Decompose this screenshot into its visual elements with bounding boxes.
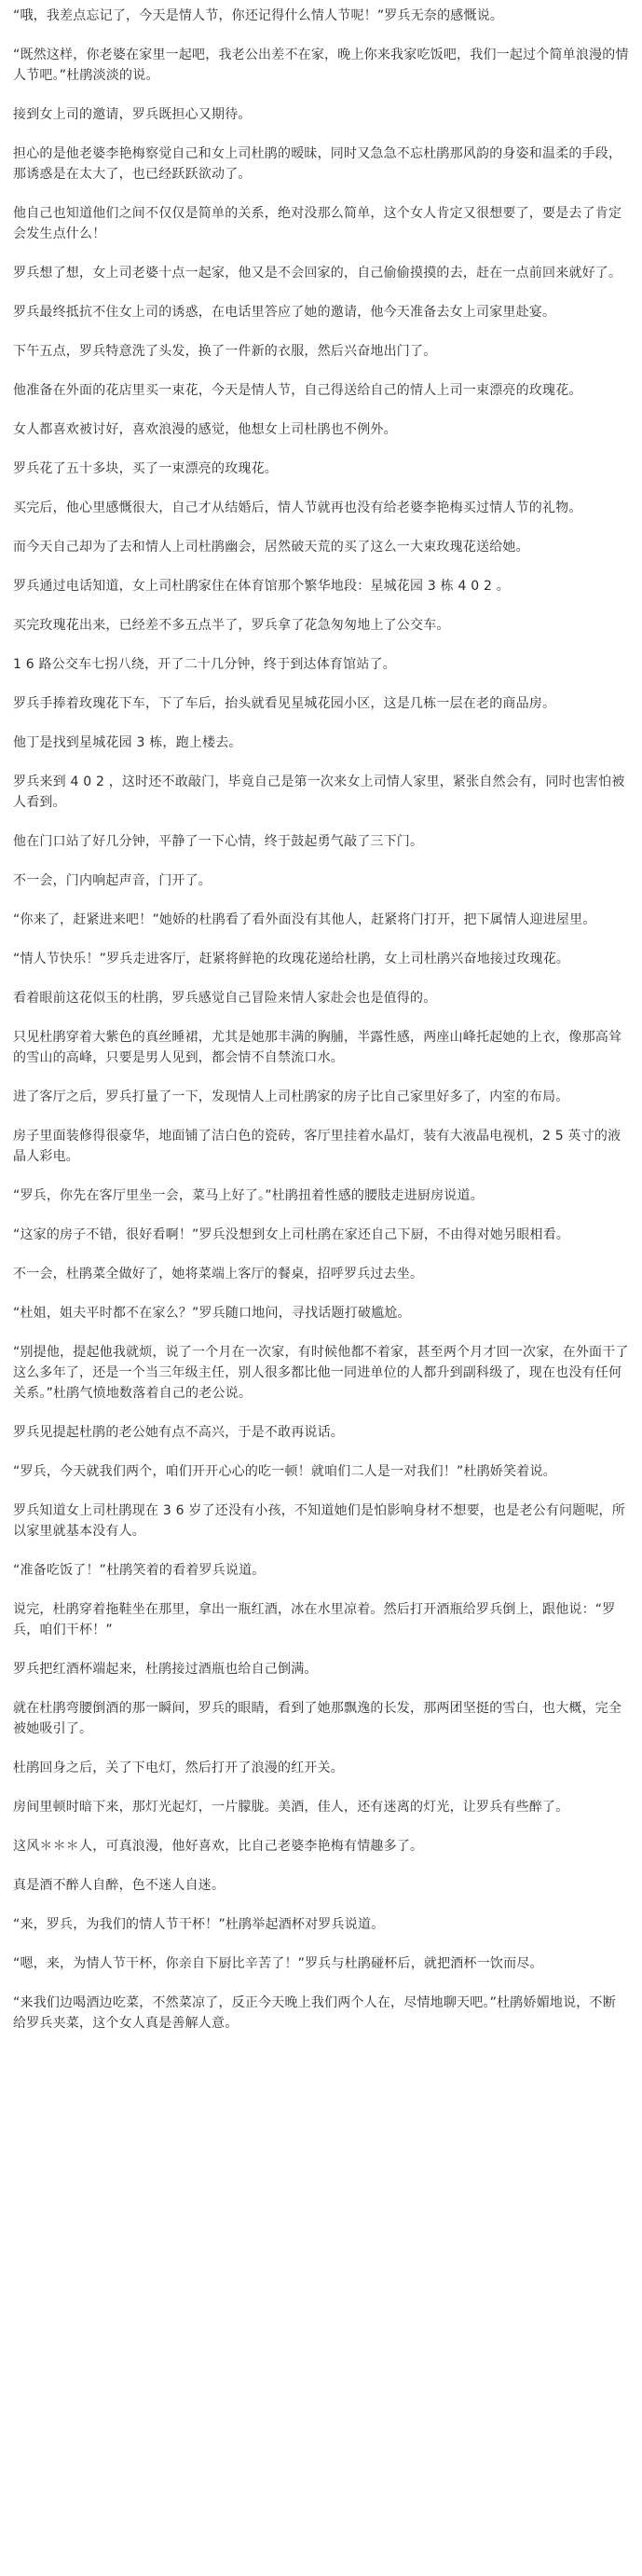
paragraph: 担心的是他老婆李艳梅察觉自己和女上司杜鹃的暧昧，同时又急急不忘杜鹃那风韵的身姿和温柔的手段，那诱惑是在太大了，也已经跃跃欲动了。 <box>13 146 622 182</box>
paragraph: “罗兵，今天就我们两个，咱们开开心心的吃一顿！就咱们二人是一对我们！”杜鹃娇笑着说。 <box>13 1464 556 1479</box>
paragraph: 说完，杜鹃穿着拖鞋坐在那里，拿出一瓶红酒，冰在水里凉着。然后打开酒瓶给罗兵倒上，跟他说：“罗兵，咱们干杯！” <box>13 1602 616 1637</box>
paragraph: “你来了，赶紧进来吧！”她娇的杜鹃看了看外面没有其他人，赶紧将门打开，把下属情人迎进屋里。 <box>13 912 596 927</box>
paragraph: 罗兵通过电话知道，女上司杜鹃家住在体育馆那个繁华地段：星城花园 3 栋 4 0 2 。 <box>13 579 510 594</box>
paragraph: 看着眼前这花似玉的杜鹃，罗兵感觉自己冒险来情人家赴会也是值得的。 <box>13 991 437 1006</box>
paragraph: 而今天自己却为了去和情人上司杜鹃幽会，居然破天荒的买了这么一大束玫瑰花送给她。 <box>13 540 529 555</box>
paragraph: 不一会，门内响起声音，门开了。 <box>13 873 212 888</box>
paragraph: 罗兵把红酒杯端起来，杜鹃接过酒瓶也给自己倒满。 <box>13 1662 318 1677</box>
paragraph: 就在杜鹃弯腰倒酒的那一瞬间，罗兵的眼睛，看到了她那飘逸的长发，那两团坚挺的雪白，也大概，完全被她吸引了。 <box>13 1701 622 1736</box>
paragraph: 房间里顿时暗下来，那灯光起灯，一片朦胧。美酒，佳人，还有迷离的灯光，让罗兵有些醉了。 <box>13 1800 569 1815</box>
paragraph: 他准备在外面的花店里买一束花，今天是情人节，自己得送给自己的情人上司一束漂亮的玫瑰花。 <box>13 383 582 398</box>
paragraph: 罗兵花了五十多块，买了一束漂亮的玫瑰花。 <box>13 461 278 476</box>
paragraph: “来，罗兵，为我们的情人节干杯！”杜鹃举起酒杯对罗兵说道。 <box>13 1917 385 1932</box>
paragraph: 只见杜鹃穿着大紫色的真丝睡裙，尤其是她那丰满的胸脯，半露性感，两座山峰托起她的上衣，像那高耸的雪山的高峰，只要是男人见到，都会情不自禁流口水。 <box>13 1030 622 1065</box>
paragraph: “这家的房子不错，很好看啊！”罗兵没想到女上司杜鹃在家还自己下厨，不由得对她另眼相看。 <box>13 1227 570 1242</box>
paragraph: “嗯，来，为情人节干杯，你亲自下厨比辛苦了！”罗兵与杜鹃碰杯后，就把酒杯一饮而尽。 <box>13 1956 543 1971</box>
paragraph: 房子里面装修得很豪华，地面铺了洁白色的瓷砖，客厅里挂着水晶灯，装有大液晶电视机，2 5 英寸的液晶人彩电。 <box>13 1129 622 1164</box>
paragraph: 这风＊＊＊人，可真浪漫，他好喜欢，比自己老婆李艳梅有情趣多了。 <box>13 1839 424 1854</box>
paragraph: 罗兵手捧着玫瑰花下车，下了车后，抬头就看见星城花园小区，这是几栋一层在老的商品房。 <box>13 696 556 711</box>
paragraph: “别提他，提起他我就烦，说了一个月在一次家，有时候他都不着家，甚至两个月才回一次家，在外面干了这么多年了，还是一个当三年级主任，别人很多都比他一同进单位的人都升到副科级了，现在也没有任何关系。”杜鹃气愤地数落着自己的老公说。 <box>13 1345 629 1401</box>
paragraph: “来我们边喝酒边吃菜，不然菜凉了，反正今天晚上我们两个人在，尽情地聊天吧。”杜鹃娇媚地说，不断给罗兵夹菜，这个女人真是善解人意。 <box>13 1995 616 2031</box>
paragraph: 真是酒不醉人自醉，色不迷人自迷。 <box>13 1878 225 1893</box>
paragraph: 女人都喜欢被讨好，喜欢浪漫的感觉，他想女上司杜鹃也不例外。 <box>13 422 397 437</box>
paragraph: “罗兵，你先在客厅里坐一会，菜马上好了。”杜鹃扭着性感的腰肢走进厨房说道。 <box>13 1188 484 1203</box>
paragraph: 罗兵想了想，女上司老婆十点一起家，他又是不会回家的，自己偷偷摸摸的去，赶在一点前回来就好了。 <box>13 266 622 281</box>
paragraph: “既然这样，你老婆在家里一起吧，我老公出差不在家，晚上你来我家吃饭吧，我们一起过个简单浪漫的情人节吧。”杜鹃淡淡的说。 <box>13 48 629 83</box>
paragraph: 买完玫瑰花出来，已经差不多五点半了，罗兵拿了花急匆匆地上了公交车。 <box>13 618 450 633</box>
paragraph: 他在门口站了好几分钟，平静了一下心情，终于鼓起勇气敲了三下门。 <box>13 834 424 849</box>
paragraph: “哦，我差点忘记了，今天是情人节，你还记得什么情人节呢！”罗兵无奈的感慨说。 <box>13 8 504 23</box>
paragraph: 罗兵来到 4 0 2 ，这时还不敢敲门，毕竟自己是第一次来女上司情人家里，紧张自然会有，同时也害怕被人看到。 <box>13 774 625 810</box>
paragraph: 下午五点，罗兵特意洗了头发，换了一件新的衣服，然后兴奋地出门了。 <box>13 344 437 359</box>
paragraph: “情人节快乐！”罗兵走进客厅，赶紧将鲜艳的玫瑰花递给杜鹃，女上司杜鹃兴奋地接过玫瑰花。 <box>13 952 570 966</box>
paragraph: 罗兵最终抵抗不住女上司的诱惑，在电话里答应了她的邀请，他今天准备去女上司家里赴宴。 <box>13 305 556 320</box>
paragraph: 不一会，杜鹃菜全做好了，她将菜端上客厅的餐桌，招呼罗兵过去坐。 <box>13 1267 424 1281</box>
paragraph: 他丁是找到星城花园 3 栋，跑上楼去。 <box>13 735 242 750</box>
paragraph: “准备吃饭了！”杜鹃笑着的看着罗兵说道。 <box>13 1563 266 1578</box>
paragraph: 他自己也知道他们之间不仅仅是简单的关系，绝对没那么简单，这个女人肯定又很想要了，要是去了肯定会发生点什么！ <box>13 206 622 241</box>
paragraph: 1 6 路公交车七拐八绕，开了二十几分钟，终于到达体育馆站了。 <box>13 657 396 672</box>
paragraph: 罗兵知道女上司杜鹃现在 3 6 岁了还没有小孩，不知道她们是怕影响身材不想要，也是老公有问题呢，所以家里就基本没有人。 <box>13 1503 625 1539</box>
paragraph: 买完后，他心里感慨很大，自己才从结婚后，情人节就再也没有给老婆李艳梅买过情人节的礼物。 <box>13 500 582 515</box>
paragraph: 罗兵见提起杜鹃的老公她有点不高兴，于是不敢再说话。 <box>13 1425 344 1440</box>
paragraph: “杜姐，姐夫平时都不在家么？”罗兵随口地问，寻找话题打破尴尬。 <box>13 1306 411 1321</box>
paragraph: 接到女上司的邀请，罗兵既担心又期待。 <box>13 107 252 122</box>
paragraph: 杜鹃回身之后，关了下电灯，然后打开了浪漫的红开关。 <box>13 1761 344 1775</box>
paragraph: 进了客厅之后，罗兵打量了一下，发现情人上司杜鹃家的房子比自己家里好多了，内室的布局。 <box>13 1089 569 1104</box>
